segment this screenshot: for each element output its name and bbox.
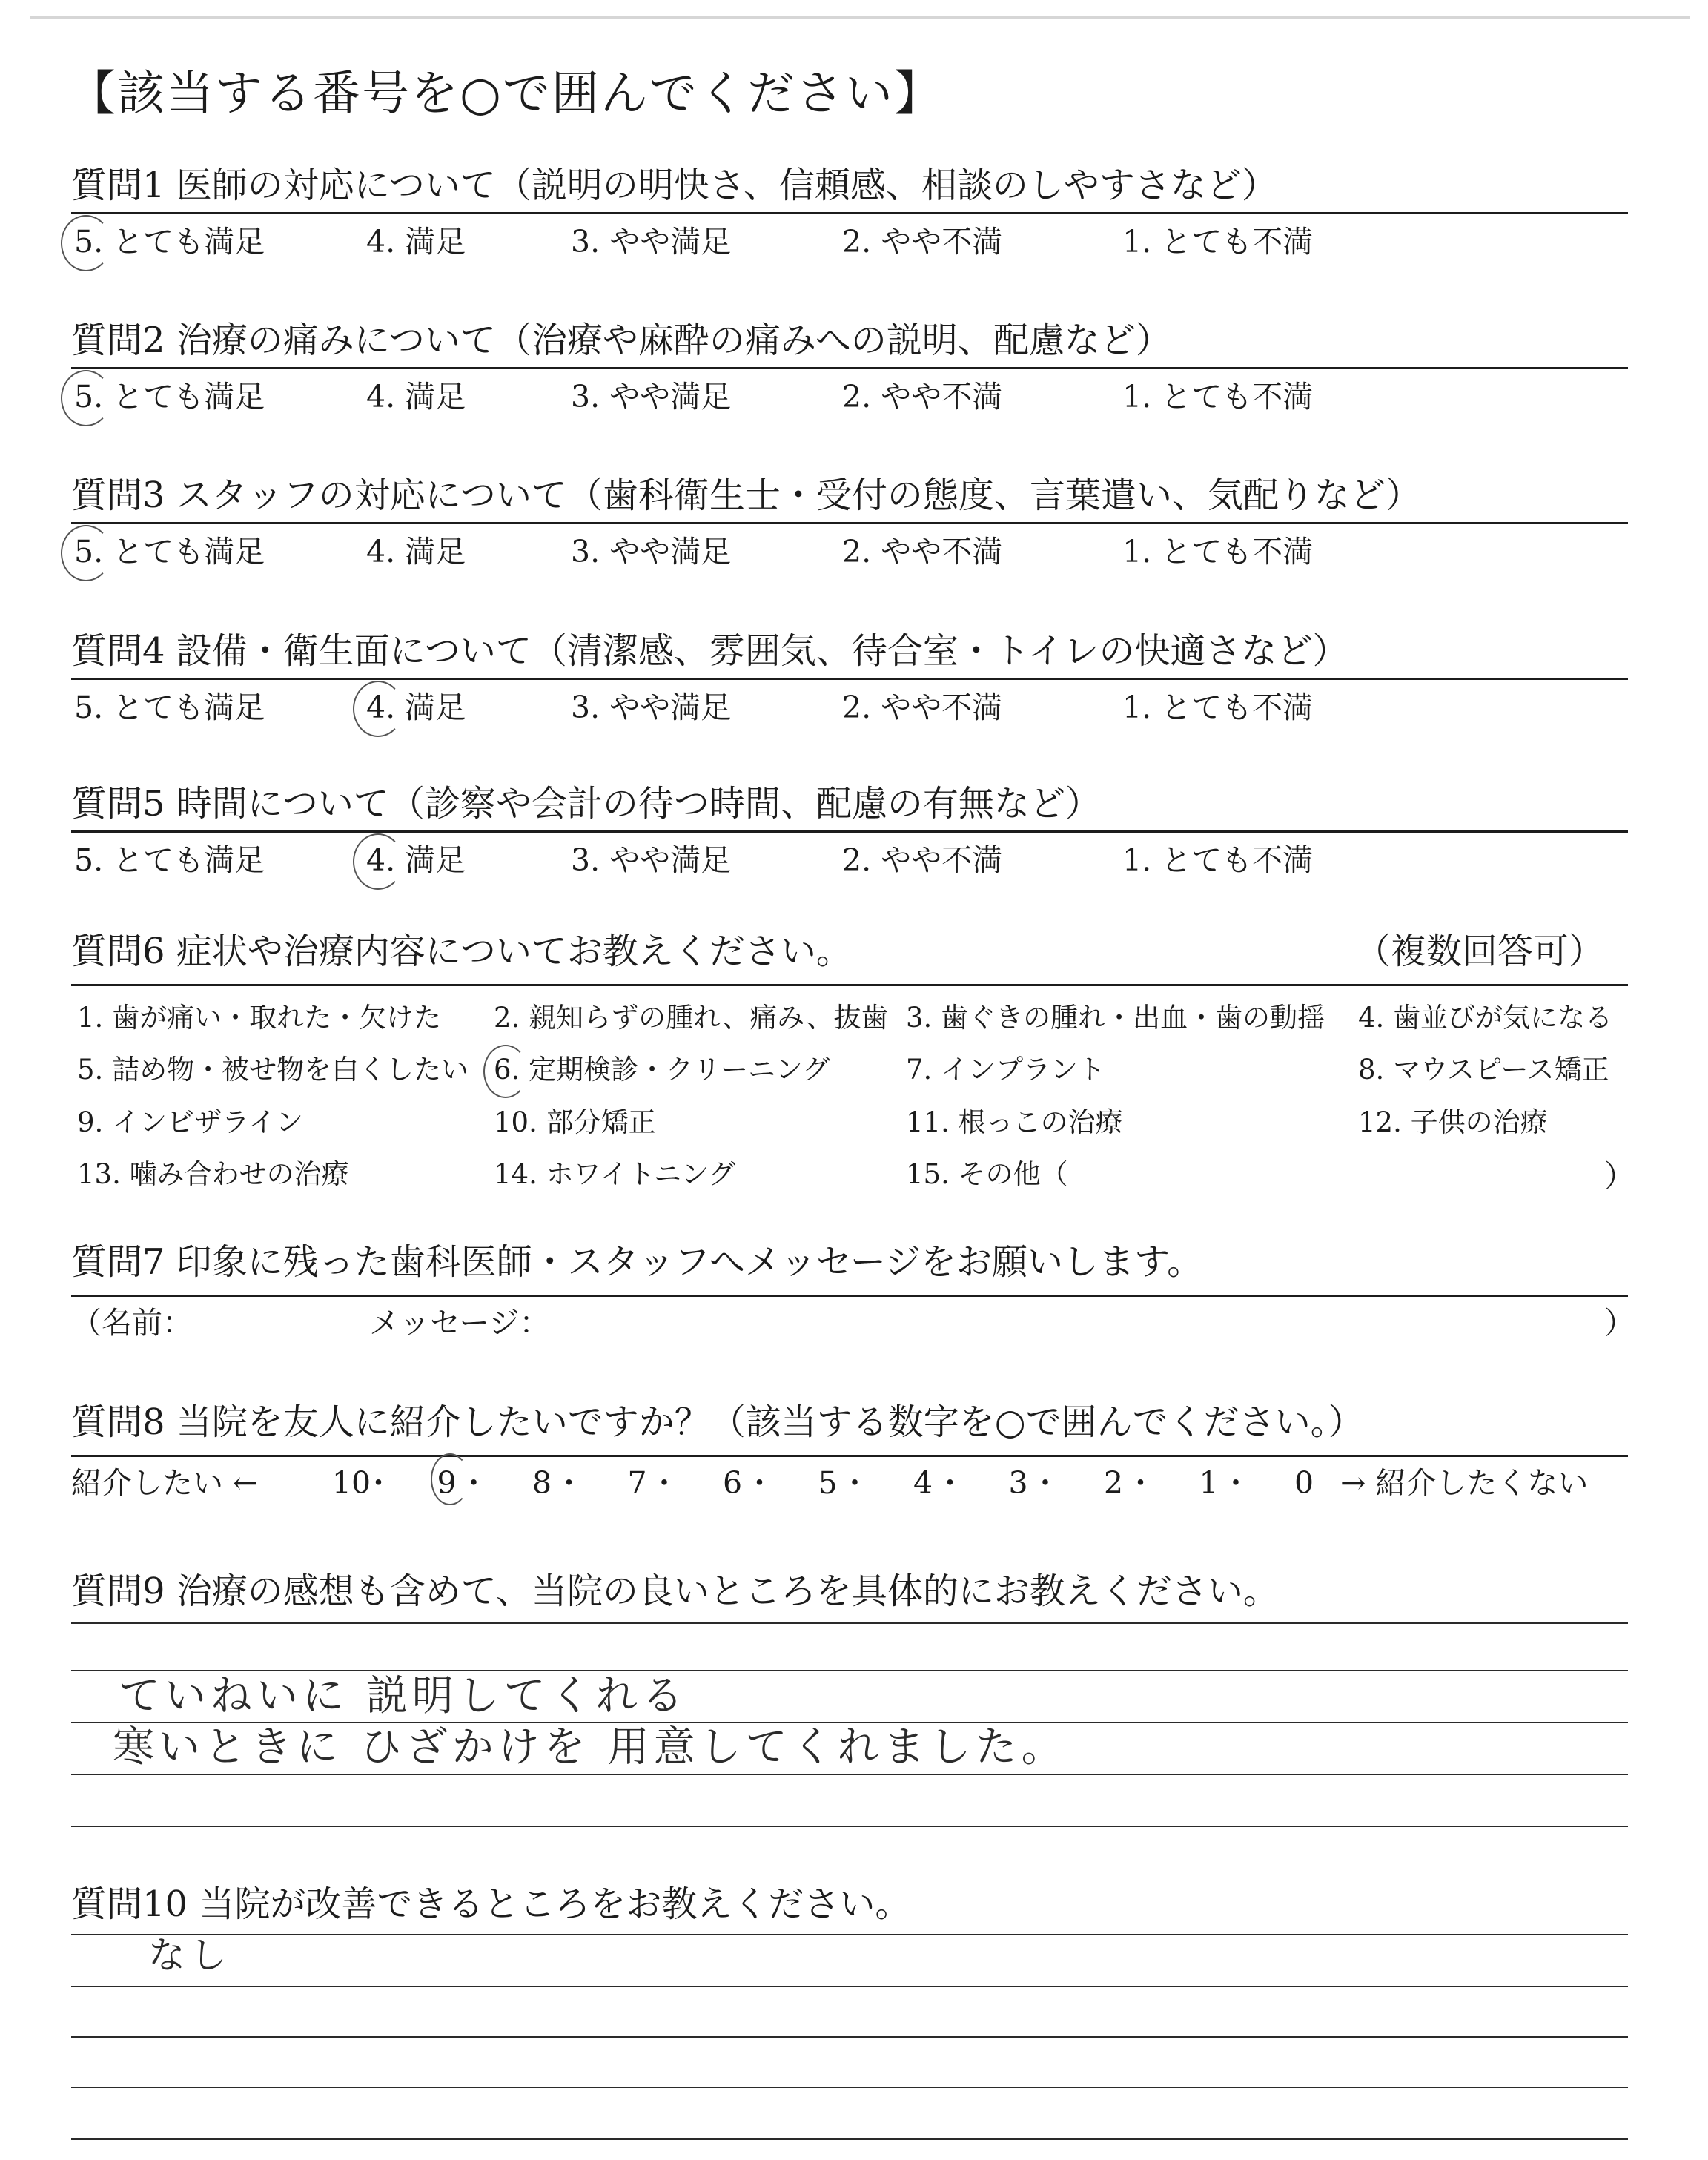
q9-title: 質問9 治療の感想も含めて、当院の良いところを具体的にお教えください。 [71,1571,1279,1612]
q8-scale-number[interactable]: 4 [913,1465,933,1501]
q9-line-4 [71,1774,1628,1775]
q8-scale-number[interactable]: 1 [1199,1465,1219,1501]
q2-rule [71,367,1628,369]
q8-rule [71,1455,1628,1457]
q3-option[interactable]: 4. 満足 [366,534,466,569]
q4-option[interactable]: 5. とても満足 [74,690,265,725]
q10-answer: なし [148,1934,231,1977]
q3-option[interactable]: 5. とても満足 [74,534,265,569]
q2-option[interactable]: 1. とても不満 [1122,379,1314,415]
q6-multiple-note: （複数回答可） [1355,931,1605,972]
q8-scale-number[interactable]: 10 [331,1465,371,1501]
q3-rule [71,522,1628,524]
q4-selected-circle [353,681,403,737]
q1-rule [71,212,1628,214]
q6-rule [71,984,1628,986]
q6-option[interactable]: 15. その他（ [906,1158,1068,1190]
q8-selected-circle [431,1453,469,1505]
q9-answer-line-1: ていねいに 説明してくれる [119,1672,688,1720]
q8-separator: ・ [554,1465,584,1501]
q9-answer-line-2: 寒いときに ひざかけを 用意してくれました。 [113,1723,1068,1771]
top-border [30,16,1690,19]
q8-separator: ・ [458,1465,489,1501]
q3-selected-circle [61,525,111,581]
q8-scale-number[interactable]: 2 [1103,1465,1124,1501]
q4-option[interactable]: 4. 満足 [366,690,466,725]
q6-option[interactable]: 14. ホワイトニング [494,1158,736,1190]
q10-line-1 [71,1934,1628,1935]
q2-option[interactable]: 5. とても満足 [74,379,265,415]
q4-option[interactable]: 3. やや満足 [571,690,732,725]
q10-line-3 [71,2036,1628,2038]
q4-title: 質問4 設備・衛生面について（清潔感、雰囲気、待合室・トイレの快適さなど） [71,630,1348,672]
q3-option[interactable]: 3. やや満足 [571,534,732,569]
q7-close-paren: ） [1604,1305,1635,1341]
q8-scale-number[interactable]: 5 [818,1465,838,1501]
q8-left-label: 紹介したい ← [71,1465,259,1501]
q6-option[interactable]: 9. インビザライン [77,1106,303,1138]
q2-option[interactable]: 3. やや満足 [571,379,732,415]
q4-rule [71,678,1628,680]
q6-option[interactable]: 11. 根っこの治療 [906,1106,1123,1138]
q5-title: 質問5 時間について（診察や会計の待つ時間、配慮の有無など） [71,783,1101,825]
q5-rule [71,830,1628,833]
q10-line-4 [71,2087,1628,2088]
q8-separator: ・ [1030,1465,1061,1501]
q10-line-5 [71,2138,1628,2140]
q6-option[interactable]: 13. 噛み合わせの治療 [77,1158,349,1190]
q8-separator: ・ [744,1465,775,1501]
q9-line-1 [71,1622,1628,1624]
q8-scale-number[interactable]: 7 [627,1465,647,1501]
q2-option[interactable]: 4. 満足 [366,379,466,415]
q6-option[interactable]: 4. 歯並びが気になる [1358,1002,1613,1034]
q5-selected-circle [353,833,403,890]
q1-option[interactable]: 4. 満足 [366,224,466,260]
q6-option[interactable]: 8. マウスピース矯正 [1358,1054,1609,1086]
q8-scale-number[interactable]: 0 [1294,1465,1314,1501]
q1-option[interactable]: 2. やや不満 [842,224,1003,260]
q5-option[interactable]: 2. やや不満 [842,842,1003,878]
q3-option[interactable]: 1. とても不満 [1122,534,1314,569]
q6-option[interactable]: 7. インプラント [906,1054,1106,1086]
instruction-heading: 【該当する番号を○で囲んでください】 [68,67,943,122]
q8-separator: ・ [363,1465,394,1501]
q4-option[interactable]: 2. やや不満 [842,690,1003,725]
q2-selected-circle [61,370,111,426]
q5-option[interactable]: 1. とても不満 [1122,842,1314,878]
q8-scale-number[interactable]: 6 [722,1465,743,1501]
q2-title: 質問2 治療の痛みについて（治療や麻酔の痛みへの説明、配慮など） [71,320,1171,361]
q1-title: 質問1 医師の対応について（説明の明快さ、信頼感、相談のしやすさなど） [71,165,1277,206]
q6-option[interactable]: 5. 詰め物・被せ物を白くしたい [77,1054,469,1086]
q6-option[interactable]: 10. 部分矯正 [494,1106,656,1138]
q6-option[interactable]: 3. 歯ぐきの腫れ・出血・歯の動揺 [906,1002,1325,1034]
q8-separator: ・ [649,1465,680,1501]
q7-message-label: メッセージ： [369,1305,550,1341]
q6-option[interactable]: 2. 親知らずの腫れ、痛み、抜歯 [494,1002,889,1034]
q8-scale-number[interactable]: 8 [532,1465,552,1501]
q1-option[interactable]: 5. とても満足 [74,224,265,260]
q6-title: 質問6 症状や治療内容についてお教えください。 [71,931,852,972]
q7-title: 質問7 印象に残った歯科医師・スタッフへメッセージをお願いします。 [71,1241,1203,1283]
q2-option[interactable]: 2. やや不満 [842,379,1003,415]
q3-title: 質問3 スタッフの対応について（歯科衛生士・受付の態度、言葉遣い、気配りなど） [71,475,1421,516]
q8-separator: ・ [839,1465,870,1501]
q8-separator: ・ [1125,1465,1156,1501]
q8-separator: ・ [935,1465,965,1501]
q6-option[interactable]: 6. 定期検診・クリーニング [494,1054,830,1086]
q6-selected-circle [483,1045,528,1098]
q10-line-2 [71,1986,1628,1987]
q8-scale-number[interactable]: 9 [437,1465,457,1501]
q4-option[interactable]: 1. とても不満 [1122,690,1314,725]
q5-option[interactable]: 5. とても満足 [74,842,265,878]
q1-option[interactable]: 1. とても不満 [1122,224,1314,260]
q8-title: 質問8 当院を友人に紹介したいですか？（該当する数字を○で囲んでください。） [71,1401,1364,1443]
q10-title: 質問10 当院が改善できるところをお教えください。 [71,1883,911,1925]
q8-scale-number[interactable]: 3 [1008,1465,1028,1501]
q6-option[interactable]: 12. 子供の治療 [1358,1106,1548,1138]
q8-right-label: → 紹介したくない [1340,1465,1589,1501]
q6-other-close-paren: ） [1604,1158,1635,1194]
q3-option[interactable]: 2. やや不満 [842,534,1003,569]
q7-name-label: （名前： [71,1305,193,1341]
q9-line-5 [71,1826,1628,1827]
q7-rule [71,1295,1628,1297]
q8-separator: ・ [1220,1465,1251,1501]
q5-option[interactable]: 4. 満足 [366,842,466,878]
q1-option[interactable]: 3. やや満足 [571,224,732,260]
q5-option[interactable]: 3. やや満足 [571,842,732,878]
q1-selected-circle [61,215,111,271]
q6-option[interactable]: 1. 歯が痛い・取れた・欠けた [77,1002,442,1034]
